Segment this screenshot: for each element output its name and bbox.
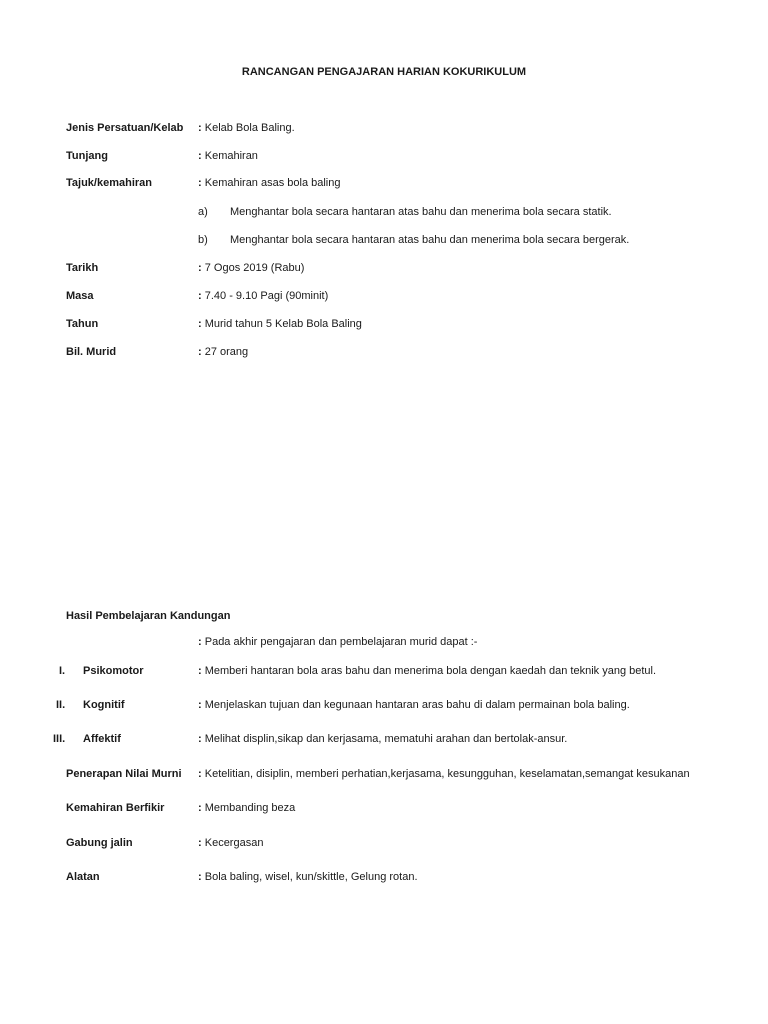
psikomotor-value-row [198,665,656,678]
colon: : [198,636,202,648]
tahun-value: Murid tahun 5 Kelab Bola Baling [204,318,362,330]
masa-value: 7.40 - 9.10 Pagi (90minit) [204,290,329,302]
afektif-label: Affektif [83,733,121,745]
jenis-value-row [198,122,295,135]
colon: : [198,871,202,883]
kognitif-value: Menjelaskan tujuan dan kegunaan hantaran aras bahu di dalam permainan bola baling. [204,699,630,711]
kemahiran-berfikir-label: Kemahiran Berfikir [66,802,165,814]
hasil-intro-row [198,636,477,649]
nilai-murni-label: Penerapan Nilai Murni [66,768,182,780]
colon: : [198,768,202,780]
kemahiran-berfikir-value-row [198,802,295,815]
afektif-numeral: III. [53,733,66,745]
masa-value-row [198,290,328,303]
colon: : [198,699,202,711]
colon: : [198,733,202,745]
colon: : [198,177,202,189]
tajuk-value: Kemahiran asas bola baling [204,177,341,189]
gabung-jalin-value-row [198,837,263,850]
jenis-value: Kelab Bola Baling. [204,122,295,134]
gabung-jalin-value: Kecergasan [204,837,264,849]
colon: : [198,346,202,358]
sub-b-marker: b) [198,234,208,246]
colon: : [198,290,202,302]
kognitif-label: Kognitif [83,699,125,711]
tunjang-label: Tunjang [66,150,108,162]
nilai-murni-value-row [198,768,690,781]
colon: : [198,150,202,162]
psikomotor-label: Psikomotor [83,665,144,677]
sub-a-text: Menghantar bola secara hantaran atas bahu dan menerima bola secara statik. [230,206,612,218]
psikomotor-numeral: I. [59,665,66,677]
tarikh-value: 7 Ogos 2019 (Rabu) [204,262,305,274]
tunjang-value: Kemahiran [204,150,258,162]
psikomotor-value: Memberi hantaran bola aras bahu dan menerima bola dengan kaedah dan teknik yang betul. [204,665,657,677]
colon: : [198,122,202,134]
alatan-label: Alatan [66,871,100,883]
tajuk-value-row [198,177,341,190]
afektif-value-row [198,733,567,746]
kemahiran-berfikir-value: Membanding beza [204,802,296,814]
tahun-value-row [198,318,362,331]
hasil-heading: Hasil Pembelajaran Kandungan [66,610,231,622]
tarikh-value-row [198,262,304,275]
tarikh-label: Tarikh [66,262,99,274]
kognitif-value-row [198,699,630,712]
document-title: RANCANGAN PENGAJARAN HARIAN KOKURIKULUM [241,66,527,78]
masa-label: Masa [66,290,94,302]
gabung-jalin-label: Gabung jalin [66,837,133,849]
afektif-value: Melihat displin,sikap dan kerjasama, mematuhi arahan dan bertolak-ansur. [204,733,568,745]
colon: : [198,802,202,814]
alatan-value: Bola baling, wisel, kun/skittle, Gelung rotan. [204,871,418,883]
jenis-label: Jenis Persatuan/Kelab [66,122,184,134]
sub-a-marker: a) [198,206,208,218]
kognitif-numeral: II. [56,699,66,711]
colon: : [198,318,202,330]
colon: : [198,837,202,849]
tajuk-label: Tajuk/kemahiran [66,177,152,189]
bil-murid-value-row [198,346,248,359]
hasil-intro: Pada akhir pengajaran dan pembelajaran murid dapat :- [204,636,478,648]
nilai-murni-value: Ketelitian, disiplin, memberi perhatian,kerjasama, kesungguhan, keselamatan,semangat kesukanan [204,768,690,780]
bil-murid-label: Bil. Murid [66,346,117,358]
tunjang-value-row [198,150,258,163]
colon: : [198,665,202,677]
sub-b-text: Menghantar bola secara hantaran atas bahu dan menerima bola secara bergerak. [230,234,630,246]
alatan-value-row [198,871,418,884]
colon: : [198,262,202,274]
tahun-label: Tahun [66,318,99,330]
bil-murid-value: 27 orang [204,346,249,358]
